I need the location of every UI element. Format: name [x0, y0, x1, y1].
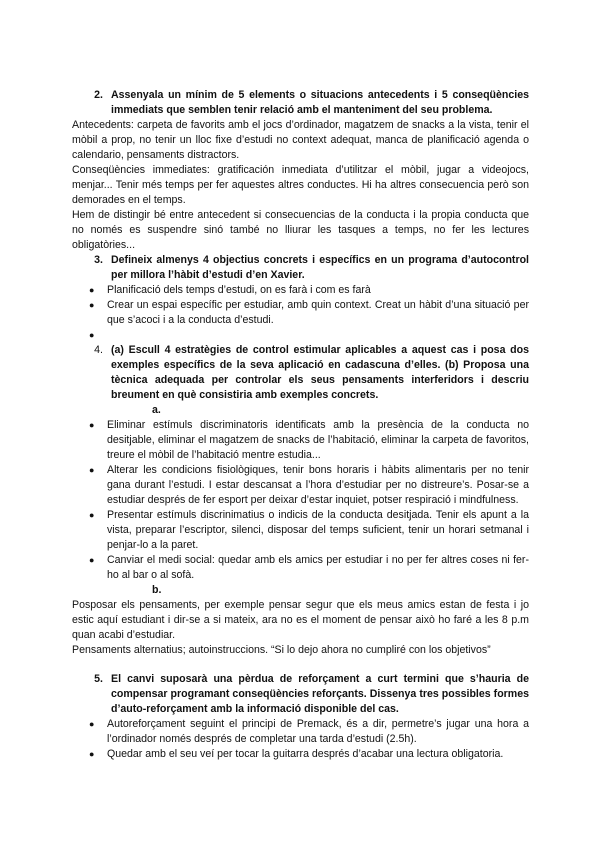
list-item: ● Eliminar estímuls discriminatoris identificats amb la presència de la conducta no desitjable, eliminar el magatzem de snacks de l’habitació, eliminar la carpeta de favoritos, treure el mòbil de l’habitació mentre estudia... [89, 419, 529, 461]
question-text: (a) Escull 4 estratègies de control estimular aplicables a aquest cas i posa dos exemples específics de la seva aplicació en cadascuna d’elles. (b) Proposa una tècnica adequada per controlar els seus pensaments interferidors i descriu breument en què consistiria amb exemples concrets. [111, 344, 529, 401]
question-number: 2. [94, 89, 103, 101]
document-page [72, 88, 529, 762]
list-item: ● Presentar estímuls discrinimatius o indicis de la conducta desitjada. Tenir els apunt a la vista, preparar l’escriptor, silenci, disposar del temps suficient, tenir un horari setmanal i penjar-lo a la paret. [89, 509, 529, 551]
question-5-heading [72, 672, 529, 717]
answer-paragraph: Posposar els pensaments, per exemple pensar segur que els meus amics estan de festa i jo estic aquí estudiant i dir-se a si mateix, ara no es el moment de pensar això ho faré a les 8 p.m quan acabi d’estudiar. [72, 599, 529, 641]
bullet-icon: ● [89, 420, 95, 430]
bullet-icon: ● [89, 510, 95, 520]
bullet-icon: ● [89, 555, 95, 565]
list-item: ● Planificació dels temps d’estudi, on es farà i com es farà [89, 284, 371, 296]
question-text: Assenyala un mínim de 5 elements o situacions antecedents i 5 conseqüències immediats que semblen tenir relació amb el manteniment del seu problema. [111, 89, 529, 116]
bullet-icon: ● [89, 749, 95, 759]
spacer [72, 658, 529, 672]
bullet-icon: ● [89, 300, 95, 310]
question-number: 3. [94, 254, 103, 266]
question-text: Defineix almenys 4 objectius concrets i específics en un programa d’autocontrol per millora l’hàbit d’estudi d’en Xavier. [111, 254, 529, 281]
list-item: ● Canviar el medi social: quedar amb els amics per estudiar i no per fer altres coses ni fer-ho al bar o al sofà. [89, 554, 529, 581]
list-item: ● Alterar les condicions fisiològiques, tenir bons horaris i hàbits alimentaris per no tenir gana durant l’estudi. I estar descansat a l’hora d’estudiar per no distreure’s. Posar-se a estudiar després de fer esport per deixar d’estar inquiet, potser respiració i mindfulness. [89, 464, 529, 506]
list-item: ● Quedar amb el seu veí per tocar la guitarra després d’acabar una lectura obligatoria. [89, 748, 504, 760]
answer-paragraph: Pensaments alternatius; autoinstruccions. “Si lo dejo ahora no cumpliré con los objetivos” [72, 644, 491, 656]
question-2-heading [72, 88, 529, 118]
subsection-b-label: b. [152, 584, 162, 596]
question-number: 4. [94, 344, 103, 356]
bullet-icon: ● [89, 330, 95, 340]
bullet-list [72, 717, 529, 762]
bullet-icon: ● [89, 465, 95, 475]
bullet-icon: ● [89, 285, 95, 295]
bullet-list [72, 283, 529, 343]
question-number: 5. [94, 673, 103, 685]
answer-paragraph: Conseqüències immediates: gratificación inmediata d’utilitzar el mòbil, jugar a videojocs, menjar... Tenir més temps per fer aquestes altres conductes. Hi ha altres consecuencia però son demorades en el temps. [72, 164, 529, 206]
bullet-list [72, 418, 529, 583]
question-text: El canvi suposarà una pèrdua de reforçament a curt termini que s’hauria de compensar programant conseqüències reforçants. Dissenya tres possibles formes d’auto-reforçament amb la informació disponible del cas. [111, 673, 529, 715]
subsection-a-label: a. [152, 404, 161, 416]
question-3-heading [72, 253, 529, 283]
answer-paragraph: Antecedents: carpeta de favorits amb el jocs d’ordinador, magatzem de snacks a la vista, tenir el mòbil a prop, no tenir un lloc fixe d’estudi no context adequat, manca de planificació agenda o calendario, pensaments distractors. [72, 119, 529, 161]
answer-paragraph: Hem de distingir bé entre antecedent si consecuencias de la conducta i la propia conducta que no només es suspendre sinó també no lliurar les tasques a temps, no fer les lectures obligatòries... [72, 209, 529, 251]
bullet-icon: ● [89, 719, 95, 729]
list-item: ● Crear un espai específic per estudiar, amb quin context. Creat un hàbit d’una situació per que s’acoci i a la conducta d’estudi. [89, 299, 529, 326]
question-4-heading [72, 343, 529, 403]
list-item [72, 328, 529, 343]
list-item: ● Autoreforçament seguint el principi de Premack, és a dir, permetre’s jugar una hora a l’ordinador només després de completar una tarda d’estudi (2.5h). [89, 718, 529, 745]
